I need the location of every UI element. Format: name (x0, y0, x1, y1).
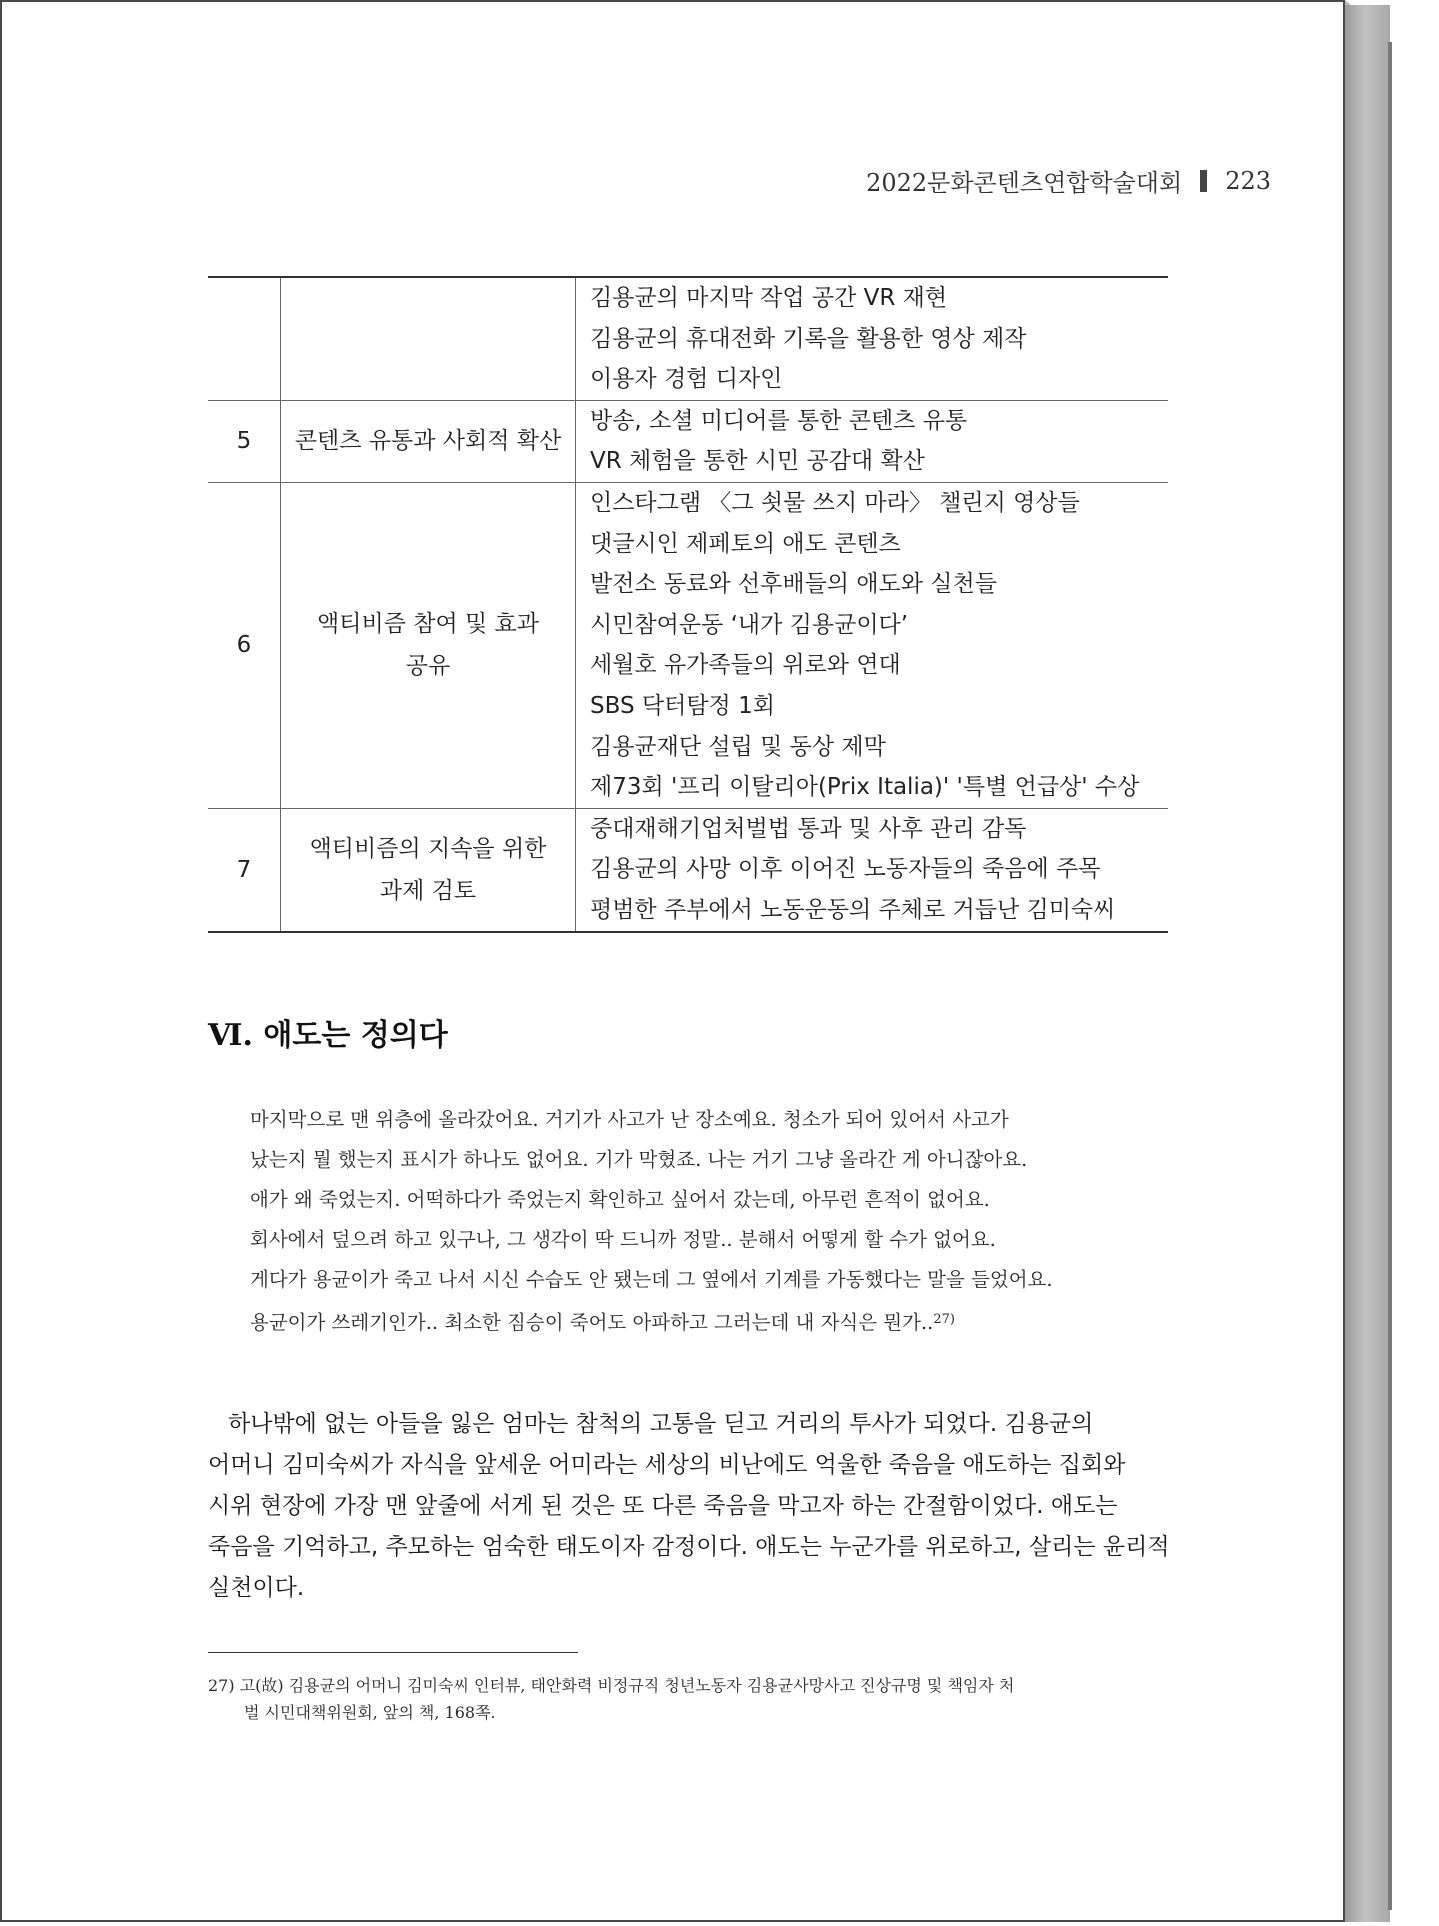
row-items (576, 400, 1169, 482)
quote-line: 났는지 뭘 했는지 표시가 하나도 없어요. 기가 막혔죠. 나는 거기 그냥 올라간 게 아니잖아요. (250, 1148, 1028, 1171)
category-line: 과제 검토 (379, 877, 477, 904)
row-number: 5 (208, 400, 281, 482)
table-item: 제73회 '프리 이탈리아(Prix Italia)' '특별 언급상' 수상 (590, 774, 1140, 801)
row-category (281, 808, 576, 931)
table-row (208, 808, 1168, 931)
table-row (208, 400, 1168, 482)
footnote-line: 벌 시민대책위원회, 앞의 책, 168쪽. (244, 1703, 496, 1722)
category-line: 액티비즘 참여 및 효과 (317, 611, 539, 638)
journal-title: 2022문화콘텐츠연합학술대회 (866, 169, 1183, 197)
page-number: 223 (1225, 166, 1271, 195)
footnote-divider (208, 1652, 578, 1653)
row-number (208, 277, 281, 400)
row-category (281, 400, 576, 482)
section-heading: Ⅵ. 애도는 정의다 (208, 1018, 448, 1053)
category-line: 액티비즘의 지속을 위한 (309, 835, 547, 862)
table-item: 중대재해기업처벌법 통과 및 사후 관리 감독 (590, 815, 1027, 842)
paragraph-line: 하나밖에 없는 아들을 잃은 엄마는 참척의 고통을 딛고 거리의 투사가 되었다. 김용균의 (228, 1411, 1094, 1437)
table-item: 이용자 경험 디자인 (590, 366, 783, 393)
row-category (281, 277, 576, 400)
table-item: 인스타그램 〈그 쇳물 쓰지 마라〉 챌린지 영상들 (590, 489, 1080, 516)
row-number: 6 (208, 482, 281, 808)
table-row (208, 482, 1168, 808)
paragraph-line: 죽음을 기억하고, 추모하는 엄숙한 태도이자 감정이다. 애도는 누군가를 위로하고, 살리는 윤리적 (208, 1534, 1170, 1560)
table-item: 방송, 소셜 미디어를 통한 콘텐츠 유통 (590, 407, 968, 434)
quote-line: 용균이가 쓰레기인가.. 최소한 짐승이 죽어도 아파하고 그러는데 내 자식은 뭔가.. (250, 1311, 934, 1334)
body-paragraph (208, 1404, 1172, 1609)
table-item: VR 체험을 통한 시민 공감대 확산 (590, 448, 925, 475)
quote-last-line (250, 1300, 1110, 1340)
row-items (576, 277, 1169, 400)
header-separator (1200, 170, 1207, 192)
quote-line: 애가 왜 죽었는지. 어떡하다가 죽었는지 확인하고 싶어서 갔는데, 아무런 흔적이 없어요. (250, 1188, 990, 1211)
row-items (576, 482, 1169, 808)
interview-quote (250, 1100, 1110, 1340)
table-row (208, 277, 1168, 400)
table-item: 김용균재단 설립 및 동상 제막 (590, 733, 886, 760)
table-item: 김용균의 사망 이후 이어진 노동자들의 죽음에 주목 (590, 856, 1101, 883)
content-table (208, 276, 1168, 933)
footnote (208, 1672, 1172, 1726)
table-item: SBS 닥터탐정 1회 (590, 692, 775, 719)
table-item: 시민참여운동 ‘내가 김용균이다’ (590, 611, 909, 638)
table-item: 발전소 동료와 선후배들의 애도와 실천들 (590, 571, 997, 598)
row-number: 7 (208, 808, 281, 931)
quote-line: 회사에서 덮으려 하고 있구나, 그 생각이 딱 드니까 정말.. 분해서 어떻게 할 수가 없어요. (250, 1228, 996, 1251)
paragraph-line: 시위 현장에 가장 맨 앞줄에 서게 된 것은 또 다른 죽음을 막고자 하는 간절함이었다. 애도는 (208, 1493, 1118, 1519)
table-item: 김용균의 마지막 작업 공간 VR 재현 (590, 285, 948, 311)
paragraph-line: 어머니 김미숙씨가 자식을 앞세운 어미라는 세상의 비난에도 억울한 죽음을 애도하는 집회와 (208, 1452, 1126, 1478)
category-line: 공유 (405, 653, 451, 680)
table-item: 김용균의 휴대전화 기록을 활용한 영상 제작 (590, 325, 1027, 352)
quote-line: 게다가 용균이가 죽고 나서 시신 수습도 안 됐는데 그 옆에서 기계를 가동했다는 말을 들었어요. (250, 1268, 1053, 1291)
page-stack-edge (1345, 5, 1390, 1922)
footnote-line: 27) 고(故) 김용균의 어머니 김미숙씨 인터뷰, 태안화력 비정규직 청년노동자 김용균사망사고 진상규명 및 책임자 처 (208, 1676, 1015, 1695)
quote-line: 마지막으로 맨 위층에 올라갔어요. 거기가 사고가 난 장소예요. 청소가 되어 있어서 사고가 (250, 1108, 1009, 1131)
paragraph-line: 실천이다. (208, 1575, 305, 1601)
running-head (866, 163, 1271, 198)
row-items (576, 808, 1169, 931)
row-category (281, 482, 576, 808)
table-item: 평범한 주부에서 노동운동의 주체로 거듭난 김미숙씨 (590, 896, 1116, 923)
footnote-reference[interactable]: 27) (933, 1312, 955, 1327)
category-line: 콘텐츠 유통과 사회적 확산 (294, 428, 562, 455)
table-item: 댓글시인 제페토의 애도 콘텐츠 (590, 530, 901, 557)
table-item: 세월호 유가족들의 위로와 연대 (590, 652, 901, 679)
page-stack-shadow (1388, 42, 1392, 1910)
